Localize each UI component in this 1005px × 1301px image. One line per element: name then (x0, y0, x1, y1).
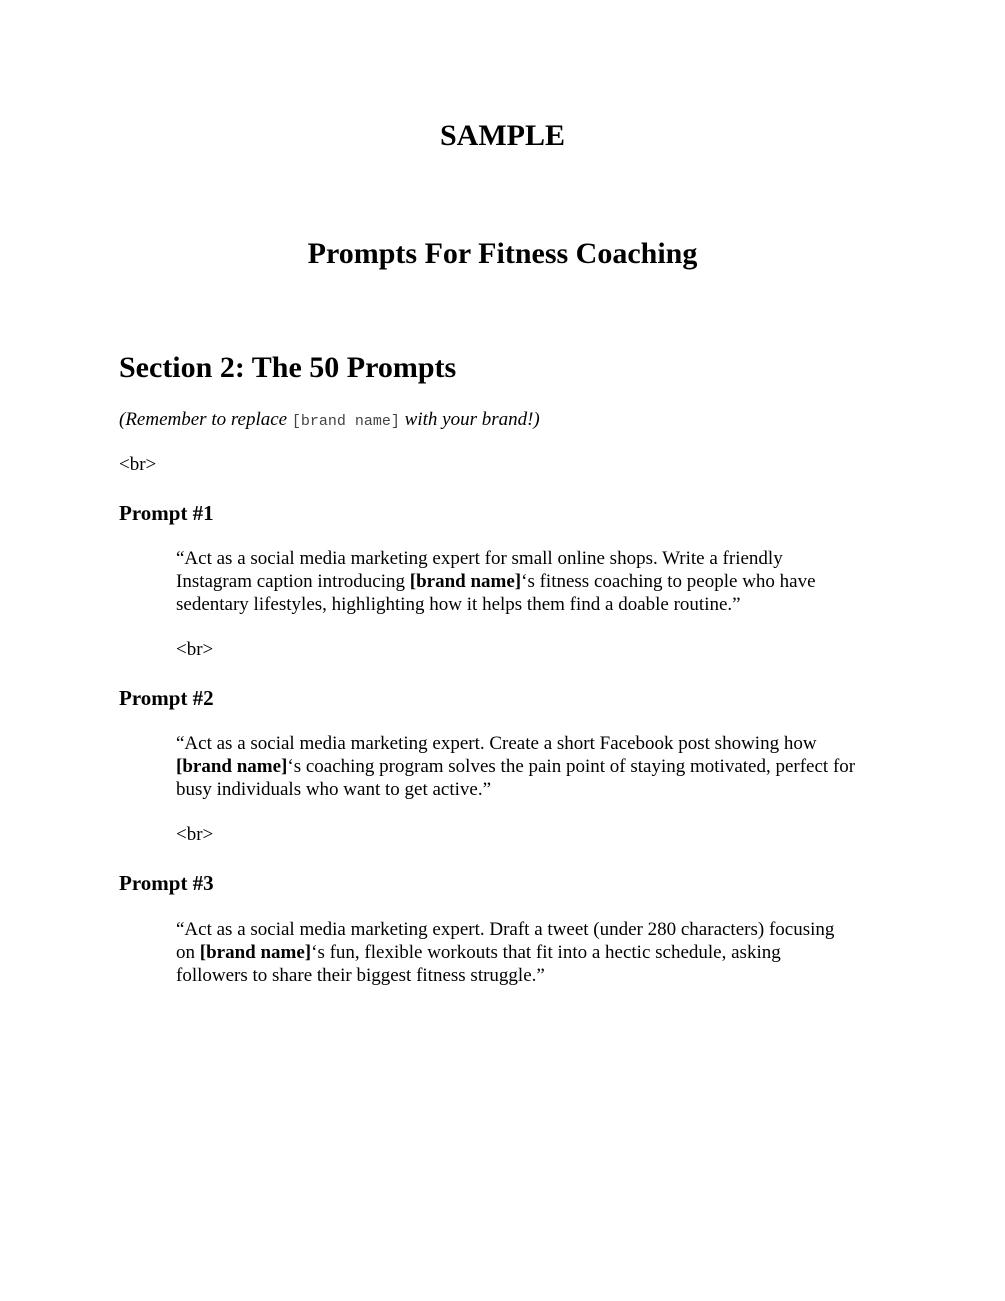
prompt-line: “Act as a social media marketing expert. Create a short Facebook post showing how (176, 733, 817, 754)
sample-watermark-heading: SAMPLE (439, 119, 565, 152)
prompt-3-body (176, 918, 834, 987)
prompt-2-label: Prompt #2 (119, 686, 214, 710)
brand-name-placeholder: [brand name] (176, 756, 288, 777)
prompt-line: on [brand name]‘s fun, flexible workouts that fit into a hectic schedule, asking (176, 942, 781, 963)
prompt-line: followers to share their biggest fitness struggle.” (176, 965, 545, 986)
document-title: Prompts For Fitness Coaching (307, 237, 698, 270)
brand-name-placeholder: [brand name] (409, 571, 522, 592)
note-text-before: (Remember to replace (119, 409, 292, 430)
note-text-after: with your brand!) (399, 409, 540, 430)
prompt-line: busy individuals who want to get active.” (176, 779, 492, 800)
section-heading: Section 2: The 50 Prompts (119, 351, 457, 384)
prompt-line: “Act as a social media marketing expert. Draft a tweet (under 280 characters) focusing (176, 919, 835, 940)
prompt-line: “Act as a social media marketing expert for small online shops. Write a friendly (176, 548, 783, 569)
br-tag-text: <br> (176, 824, 214, 845)
prompt-1-label: Prompt #1 (119, 501, 214, 525)
prompt-line: [brand name]‘s coaching program solves the pain point of staying motivated, perfect for (176, 756, 856, 777)
prompt-3-label: Prompt #3 (119, 871, 214, 895)
br-tag-text: <br> (176, 639, 214, 660)
replace-brand-note (119, 408, 540, 434)
brand-name-placeholder: [brand name] (199, 942, 312, 963)
prompt-2-body (176, 732, 855, 801)
prompt-line: Instagram caption introducing [brand name]‘s fitness coaching to people who have (176, 571, 816, 592)
prompt-line: sedentary lifestyles, highlighting how it helps them find a doable routine.” (176, 594, 741, 615)
note-code-placeholder: [brand name] (291, 413, 400, 430)
br-tag-text: <br> (119, 454, 157, 475)
prompt-1-body (176, 547, 816, 616)
